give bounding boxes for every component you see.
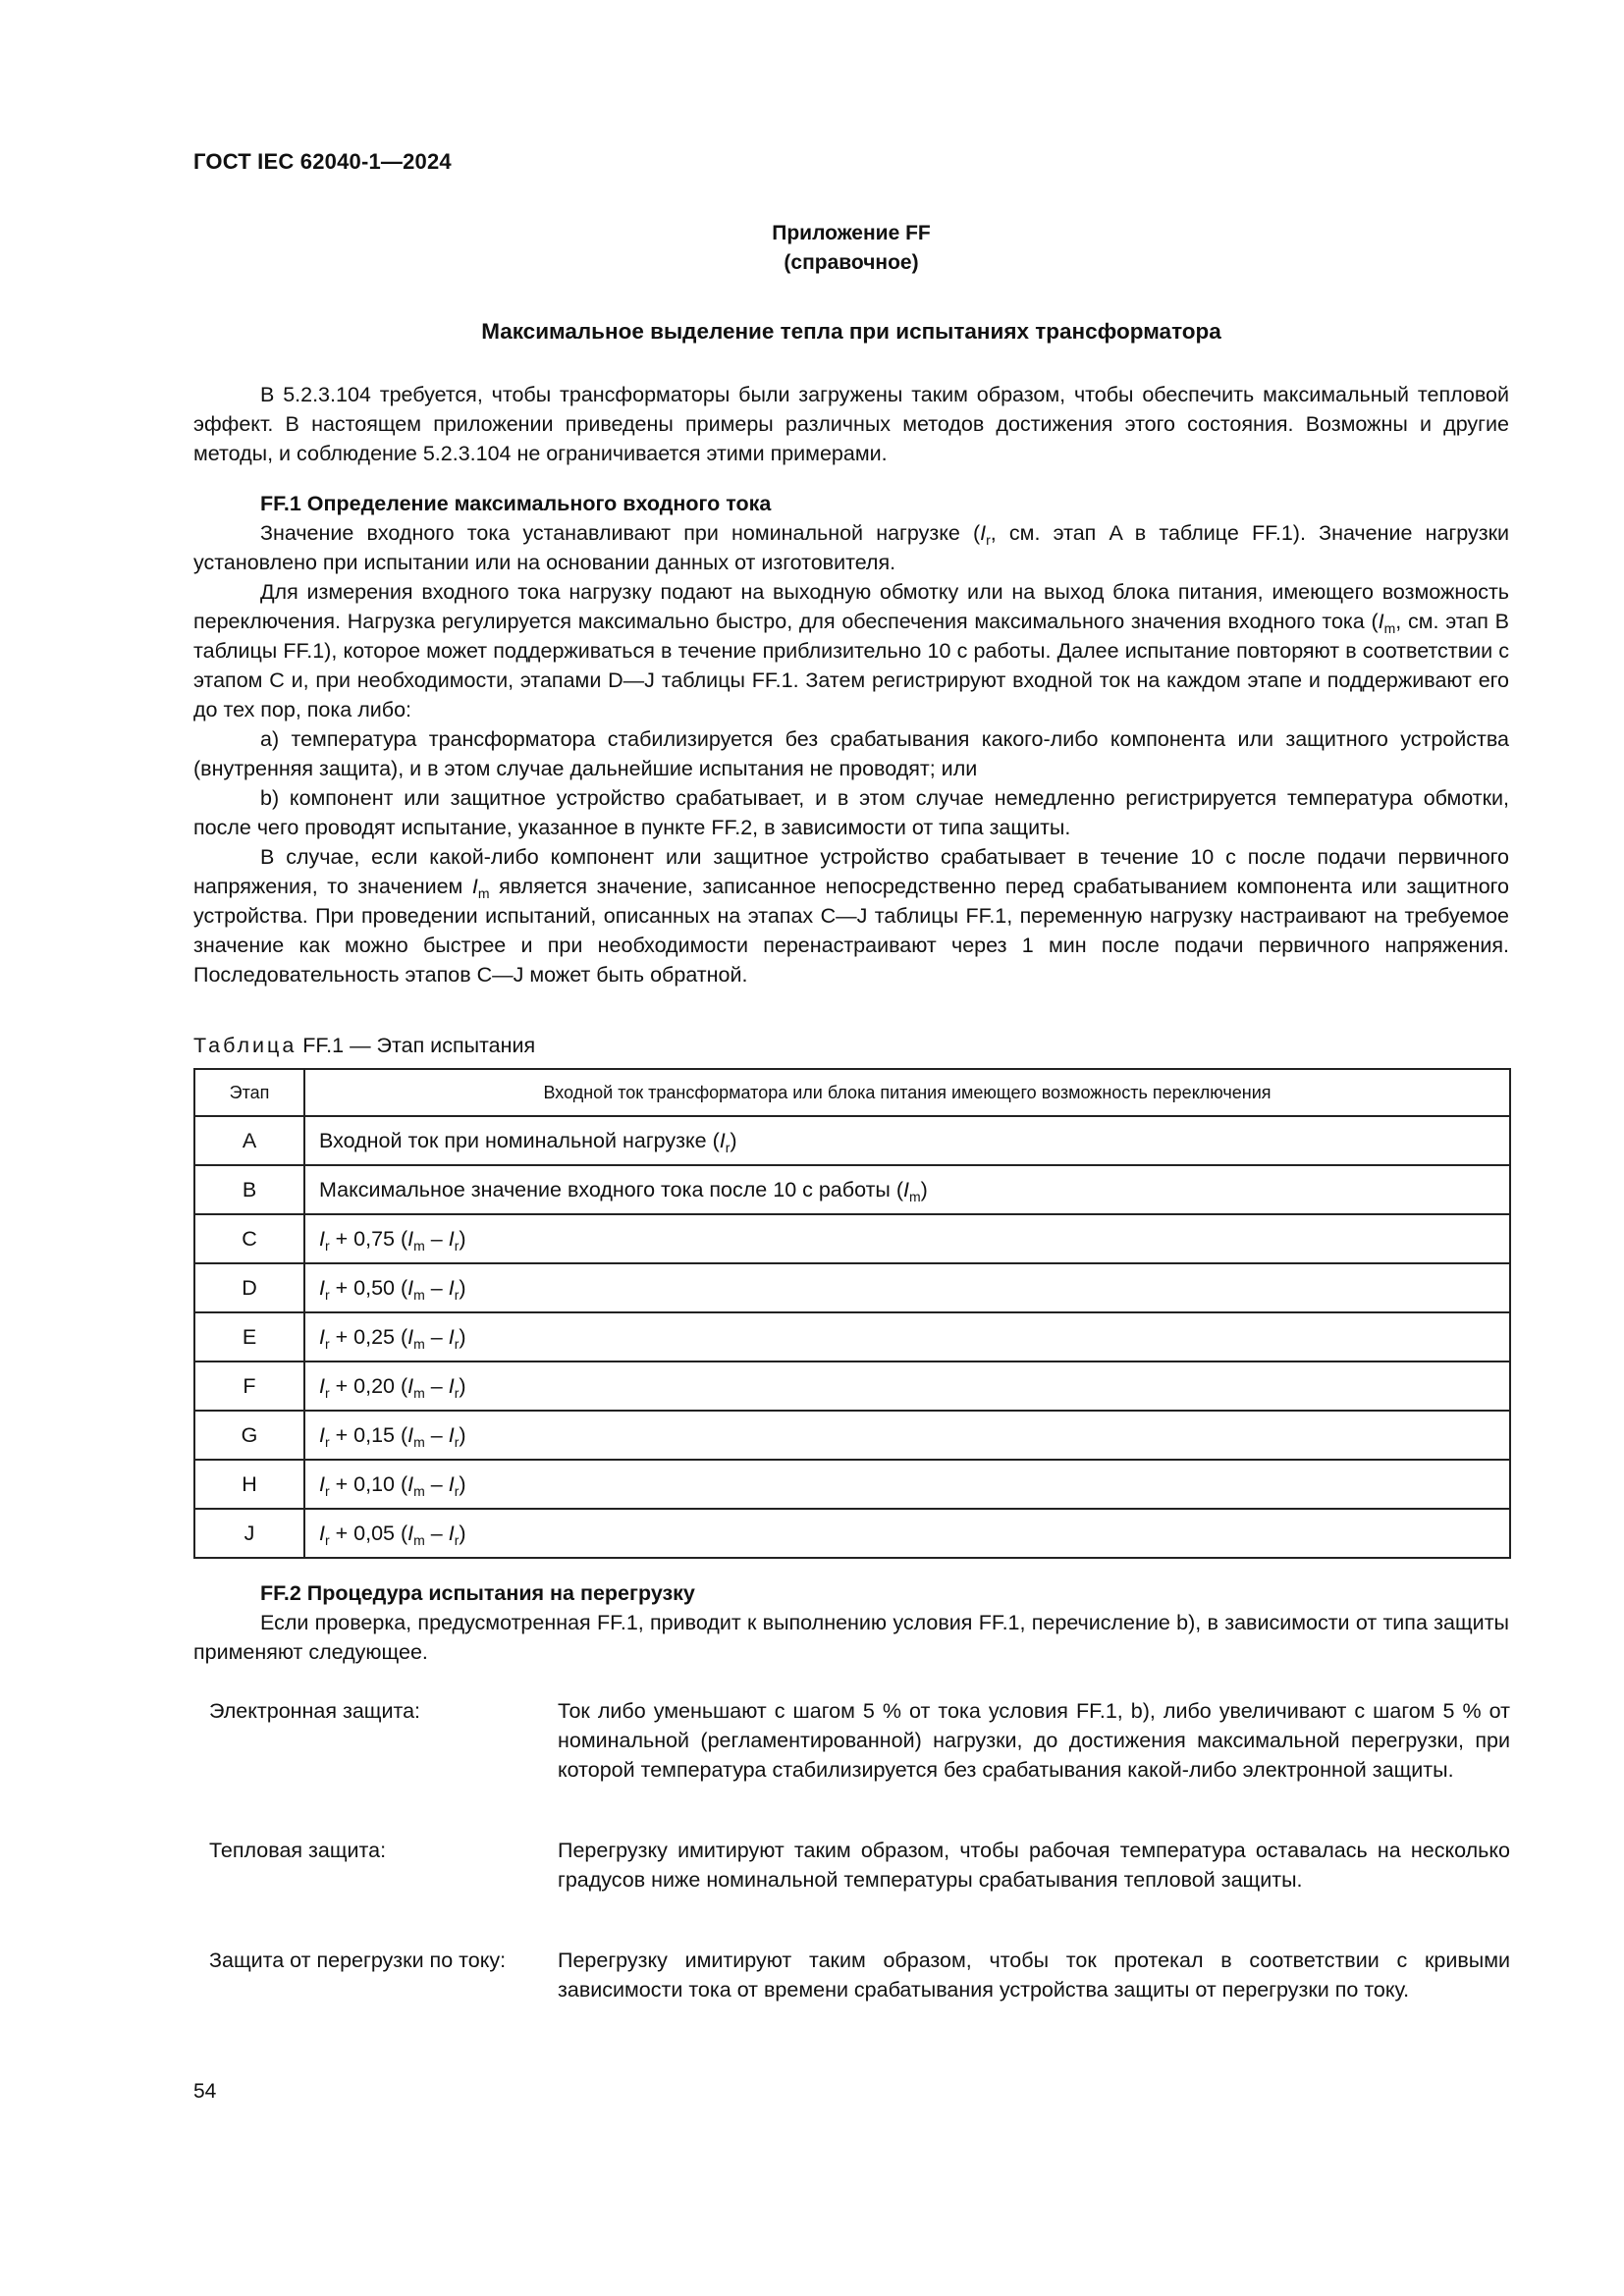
def-description: Перегрузку имитируют таким образом, чтобы ток протекал в соответствии с кривыми зависимости тока от времени срабатывания устройства защиты от перегрузки по току.: [558, 1949, 1510, 2002]
def-term: Защита от перегрузки по току:: [209, 1949, 507, 1972]
ff1-paragraph-1: Значение входного тока устанавливают при номинальной нагрузке ($I_r$, см. этап A в таблице FF.1). Значение нагрузки установлено при испытании или на основании данных от изготовителя.: [193, 521, 1509, 574]
table-row: [194, 1460, 1510, 1509]
ff1-paragraph-2: Для измерения входного тока нагрузку подают на выходную обмотку или на выход блока питания, имеющего возможность переключения. Нагрузка регулируется максимально быстро, для обеспечения максимального значения входного тока ($I_m$, см. этап B таблицы FF.1), которое может поддерживаться в течение приблизительно 10 с работы. Далее испытание повторяют в соответствии с этапом C и, при необходимости, этапами D—J таблицы FF.1. Затем регистрируют входной ток на каждом этапе и поддерживают его до тех пор, пока либо:: [193, 580, 1509, 721]
ff2-section: [193, 1578, 1509, 1667]
table-row: [194, 1116, 1510, 1165]
page-number: 54: [193, 2080, 217, 2103]
stage-cell: C: [194, 1214, 304, 1263]
stage-cell: H: [194, 1460, 304, 1509]
table-row: [194, 1312, 1510, 1362]
ff1-paragraph-3: В случае, если какой-либо компонент или защитное устройство срабатывает в течение 10 с после подачи первичного напряжения, то значением $I_m$ является значение, записанное непосредственно перед срабатыванием компонента или защитного устройства. При проведении испытаний, описанных на этапах C—J таблицы FF.1, переменную нагрузку настраивают на требуемое значение как можно быстрее и при необходимости перенастраивают через 1 мин после подачи первичного напряжения. Последовательность этапов C—J может быть обратной.: [193, 845, 1510, 987]
stage-cell: J: [194, 1509, 304, 1558]
col-header-stage: Этап: [194, 1069, 304, 1116]
table-row: [194, 1411, 1510, 1460]
stage-cell: G: [194, 1411, 304, 1460]
ff1-heading: FF.1 Определение максимального входного тока: [260, 492, 772, 515]
formula-cell: $I_r + 0,10$ $(I_m - I_r)$: [304, 1460, 1510, 1509]
table-row: [194, 1214, 1510, 1263]
ff1-item-b: b) компонент или защитное устройство срабатывает, и в этом случае немедленно регистрируется температура обмотки, после чего проводят испытание, указанное в пункте FF.2, в зависимости от типа защиты.: [193, 786, 1509, 839]
annex-subtitle: (справочное): [784, 251, 919, 274]
table-row: [194, 1165, 1510, 1214]
table-row: [194, 1509, 1510, 1558]
ff1-section: [193, 489, 1509, 989]
main-title: Максимальное выделение тепла при испытаниях трансформатора: [481, 319, 1221, 344]
ff2-paragraph: Если проверка, предусмотренная FF.1, приводит к выполнению условия FF.1, перечисление b), в зависимости от типа защиты применяют следующее.: [193, 1611, 1509, 1664]
col-header-current: Входной ток трансформатора или блока питания имеющего возможность переключения: [304, 1069, 1510, 1116]
formula-cell: $I_r + 0,15$ $(I_m - I_r)$: [304, 1411, 1510, 1460]
def-term: Электронная защита:: [209, 1699, 421, 1723]
stage-cell: D: [194, 1263, 304, 1312]
ff1-item-a: a) температура трансформатора стабилизируется без срабатывания какого-либо компонента или защитного устройства (внутренняя защита), и в этом случае дальнейшие испытания не проводят; или: [193, 727, 1509, 780]
stage-cell: A: [194, 1116, 304, 1165]
formula-cell: $I_r + 0,75$ $(I_m - I_r)$: [304, 1214, 1510, 1263]
formula-cell: $I_r + 0,50$ $(I_m - I_r)$: [304, 1263, 1510, 1312]
standard-header: ГОСТ IEC 62040-1—2024: [193, 149, 452, 174]
def-term: Тепловая защита:: [209, 1839, 387, 1862]
table-row: [194, 1263, 1510, 1312]
table-caption: Таблица FF.1 — Этап испытания: [193, 1034, 536, 1057]
current-cell: Входной ток при номинальной нагрузке $(I_r)$: [304, 1116, 1510, 1165]
formula-cell: $I_r + 0,05$ $(I_m - I_r)$: [304, 1509, 1510, 1558]
current-cell: Максимальное значение входного тока после 10 с работы $(I_m)$: [304, 1165, 1510, 1214]
annex-title: Приложение FF: [772, 222, 931, 244]
stage-cell: F: [194, 1362, 304, 1411]
def-description: Перегрузку имитируют таким образом, чтобы рабочая температура оставалась на несколько градусов ниже номинальной температуры срабатывания тепловой защиты.: [558, 1839, 1510, 1892]
table-row: [194, 1362, 1510, 1411]
formula-cell: $I_r + 0,20$ $(I_m - I_r)$: [304, 1362, 1510, 1411]
stage-cell: B: [194, 1165, 304, 1214]
formula-cell: $I_r + 0,25$ $(I_m - I_r)$: [304, 1312, 1510, 1362]
intro-block: [193, 380, 1509, 468]
stages-table: [193, 1068, 1511, 1559]
intro-paragraph: В 5.2.3.104 требуется, чтобы трансформаторы были загружены таким образом, чтобы обеспечить максимальный тепловой эффект. В настоящем приложении приведены примеры различных методов достижения этого состояния. Возможны и другие методы, и соблюдение 5.2.3.104 не ограничивается этими примерами.: [193, 383, 1509, 465]
table-header-row: [194, 1069, 1510, 1116]
stage-cell: E: [194, 1312, 304, 1362]
ff2-heading: FF.2 Процедура испытания на перегрузку: [260, 1581, 695, 1605]
def-description: Ток либо уменьшают с шагом 5 % от тока условия FF.1, b), либо увеличивают с шагом 5 % от номинальной (регламентированной) нагрузки, до достижения максимальной перегрузки, при которой температура стабилизируется без срабатывания какой-либо электронной защиты.: [558, 1699, 1510, 1782]
